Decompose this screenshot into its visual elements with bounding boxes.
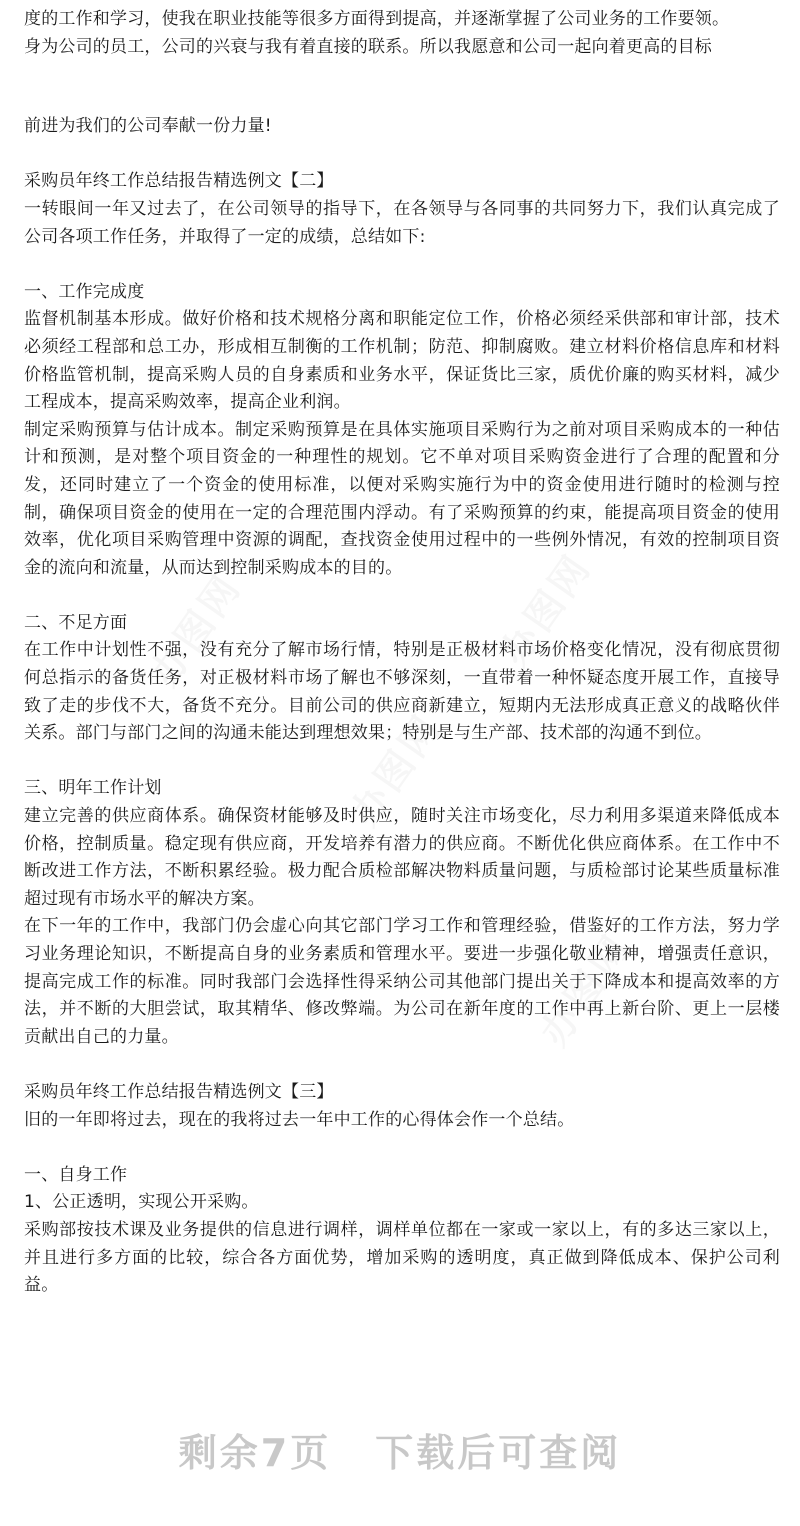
paragraph: 建立完善的供应商体系。确保资材能够及时供应，随时关注市场变化，尽力利用多渠道来降低成本价格，控制质量。稳定现有供应商，开发培养有潜力的供应商。不断优化供应商体系。在工作中不断改进工作方法，不断积累经验。极力配合质检部解决物料质量问题，与质检部讨论某些质量标准超过现有市场水平的解决方案。 bbox=[24, 806, 780, 909]
section-title: 采购员年终工作总结报告精选例文【三】 bbox=[24, 1081, 334, 1102]
paragraph: 旧的一年即将过去，现在的我将过去一年中工作的心得体会作一个总结。 bbox=[24, 1109, 575, 1130]
cut-off-line bbox=[24, 6, 780, 34]
paragraph: 采购部按技术课及业务提供的信息进行调样，调样单位都在一家或一家以上，有的多达三家以上，并且进行多方面的比较，综合各方面优势，增加采购的透明度，真正做到降低成本、保护公司利益。 bbox=[24, 1219, 780, 1296]
paragraph: 在工作中计划性不强，没有充分了解市场行情，特别是正极材料市场价格变化情况，没有彻底贯彻何总指示的备货任务，对正极材料市场了解也不够深刻，一直带着一种怀疑态度开展工作，直接导致了走的步伐不大，备货不充分。目前公司的供应商新建立，短期内无法形成真正意义的战略伙伴关系。部门与部门之间的沟通未能达到理想效果；特别是与生产部、技术部的沟通不到位。 bbox=[24, 640, 780, 744]
paragraph: 一转眼间一年又过去了，在公司领导的指导下，在各领导与各同事的共同努力下，我们认真完成了公司各项工作任务，并取得了一定的成绩，总结如下: bbox=[24, 198, 780, 247]
paragraph: 监督机制基本形成。做好价格和技术规格分离和职能定位工作，价格必须经采供部和审计部，技术必须经工程部和总工办，形成相互制衡的工作机制；防范、抑制腐败。建立材料价格信息库和材料价格监管机制，提高采购人员的自身素质和业务水平，保证货比三家，质优价廉的购买材料，减少工程成本，提高采购效率，提高企业利润。 bbox=[24, 309, 780, 413]
remaining-pages-label: 剩余7页 bbox=[178, 1431, 332, 1475]
paragraph: 在下一年的工作中，我部门仍会虚心向其它部门学习工作和管理经验，借鉴好的工作方法，努力学习业务理论知识，不断提高自身的业务素质和管理水平。要进一步强化敬业精神，增强责任意识，提高完成工作的标准。同时我部门会选择性得采纳公司其他部门提出关于下降成本和提高效率的方法，并不断的大胆尝试，取其精华、修改弊端。为公司在新年度的工作中再上新台阶、更上一层楼贡献出自己的力量。 bbox=[24, 916, 780, 1047]
section-title: 采购员年终工作总结报告精选例文【二】 bbox=[24, 171, 334, 192]
download-to-view-label: 下载后可查阅 bbox=[375, 1431, 622, 1475]
heading: 二、不足方面 bbox=[24, 612, 128, 633]
heading: 三、明年工作计划 bbox=[24, 778, 162, 799]
heading: 一、工作完成度 bbox=[24, 281, 145, 302]
paragraph: 制定采购预算与估计成本。制定采购预算是在具体实施项目采购行为之前对项目采购成本的一种估计和预测，是对整个项目资金的一种理性的规划。它不单对项目采购资金进行了合理的配置和分发，还同时建立了一个资金的使用标准，以便对采购实施行为中的资金使用进行随时的检测与控制，确保项目资金的使用在一定的合理范围内浮动。有了采购预算的约束，能提高项目资金的使用效率，优化项目采购管理中资源的调配，查找资金使用过程中的一些例外情况，有效的控制项目资金的流向和流量，从而达到控制采购成本的目的。 bbox=[24, 419, 780, 578]
heading: 一、自身工作 bbox=[24, 1164, 128, 1185]
paragraph: 身为公司的员工，公司的兴衰与我有着直接的联系。所以我愿意和公司一起向着更高的目标 bbox=[24, 36, 712, 57]
partial-paragraph: 度的工作和学习，使我在职业技能等很多方面得到提高，并逐渐掌握了公司业务的工作要领。 bbox=[24, 9, 730, 29]
list-item: 1、公正透明，实现公开采购。 bbox=[24, 1192, 259, 1213]
paragraph: 前进为我们的公司奉献一份力量! bbox=[24, 116, 272, 137]
document-body bbox=[24, 6, 780, 1300]
download-prompt[interactable] bbox=[0, 1422, 800, 1482]
